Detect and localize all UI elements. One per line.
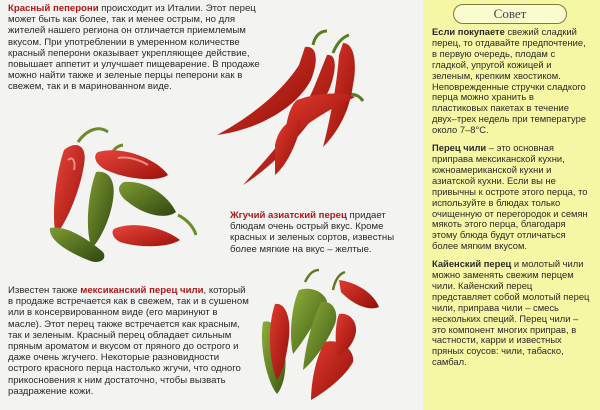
peperoni-photo [28,120,218,275]
mexican-chili-photo [255,262,385,407]
tip-cayenne [432,259,592,368]
asian-chili-photo [205,25,380,200]
sidebar-title: Совет [453,4,567,24]
advice-sidebar [423,0,600,410]
mexican-pepper-paragraph [8,285,253,397]
tip-buying-text: свежий сладкий перец, то отдавайте предпочтение, в первую очередь, плодам с гладкой, упругой кожицей и зеленым, крепким хвостиком. Неповрежденные стручки сладкого перца можно хранить в пластиковых пакетах в течение двух–трех недель при температуре около 7–8°С. [432,26,587,136]
tip-chili [432,143,592,252]
intro-text: происходит из Италии. Этот перец может быть как более, так и менее острым, но для жителей нашего региона он отличается приемлемым вкусом. При употреблении в умеренном количестве красный пеперони оказывает укрепляющее действие, повышает аппетит и улучшает пищеварение. В продаже можно найти также и зеленые перцы пеперони как в свежем, так и в маринованном виде. [8,3,260,93]
tip-chili-text: – это основная приправа мексиканской кухни, южноамериканской кухни и азиатской кухни. Если вы не привычны к остроте этого перца, то используйте в блюдах только очищенную от перегородок и семян мякоть этого перца, благодаря этому блюда будут отличаться более мягким вкусом. [432,142,588,252]
tip-cayenne-text: и молотый чили можно заменять свежим перцем чили. Кайенский перец представляет собой молотый перец чили, приправа чили – смесь нескольких специй. Перец чили – это компонент многих приправ, в частности, карри и известных пряных соусов: чили, табаско, самбал. [432,258,590,368]
mexican-text: , который в продаже встречается как в свежем, так и в сушеном или в консервированном виде (его маринуют в масле). Этот перец также встречается как красным, так и зеленым. Красный перец обладает сильным пряным ароматом и вкусом от пряного до острого и даже очень жгучего. Некоторые разновидности острого красного перца настолько жгучи, что одного прикосновения к ним достаточно, чтобы вызвать раздражение кожи. [8,285,249,397]
intro-bold-term: Красный пеперони [8,3,99,14]
mexican-pre: Известен также [8,285,81,296]
asian-bold-term: Жгучий азиатский перец [230,210,347,221]
mexican-bold-term: мексиканский перец чили [80,285,204,296]
asian-pepper-paragraph [230,210,420,255]
asian-text: придает блюдам очень острый вкус. Кроме красных и зеленых сортов, известны более мягкие на вкус – желтые. [230,210,395,255]
tip-cayenne-bold: Кайенский перец [432,258,512,270]
tip-buying-bold: Если покупаете [432,26,505,37]
tip-chili-bold: Перец чили [432,142,487,154]
tip-buying [432,27,592,136]
